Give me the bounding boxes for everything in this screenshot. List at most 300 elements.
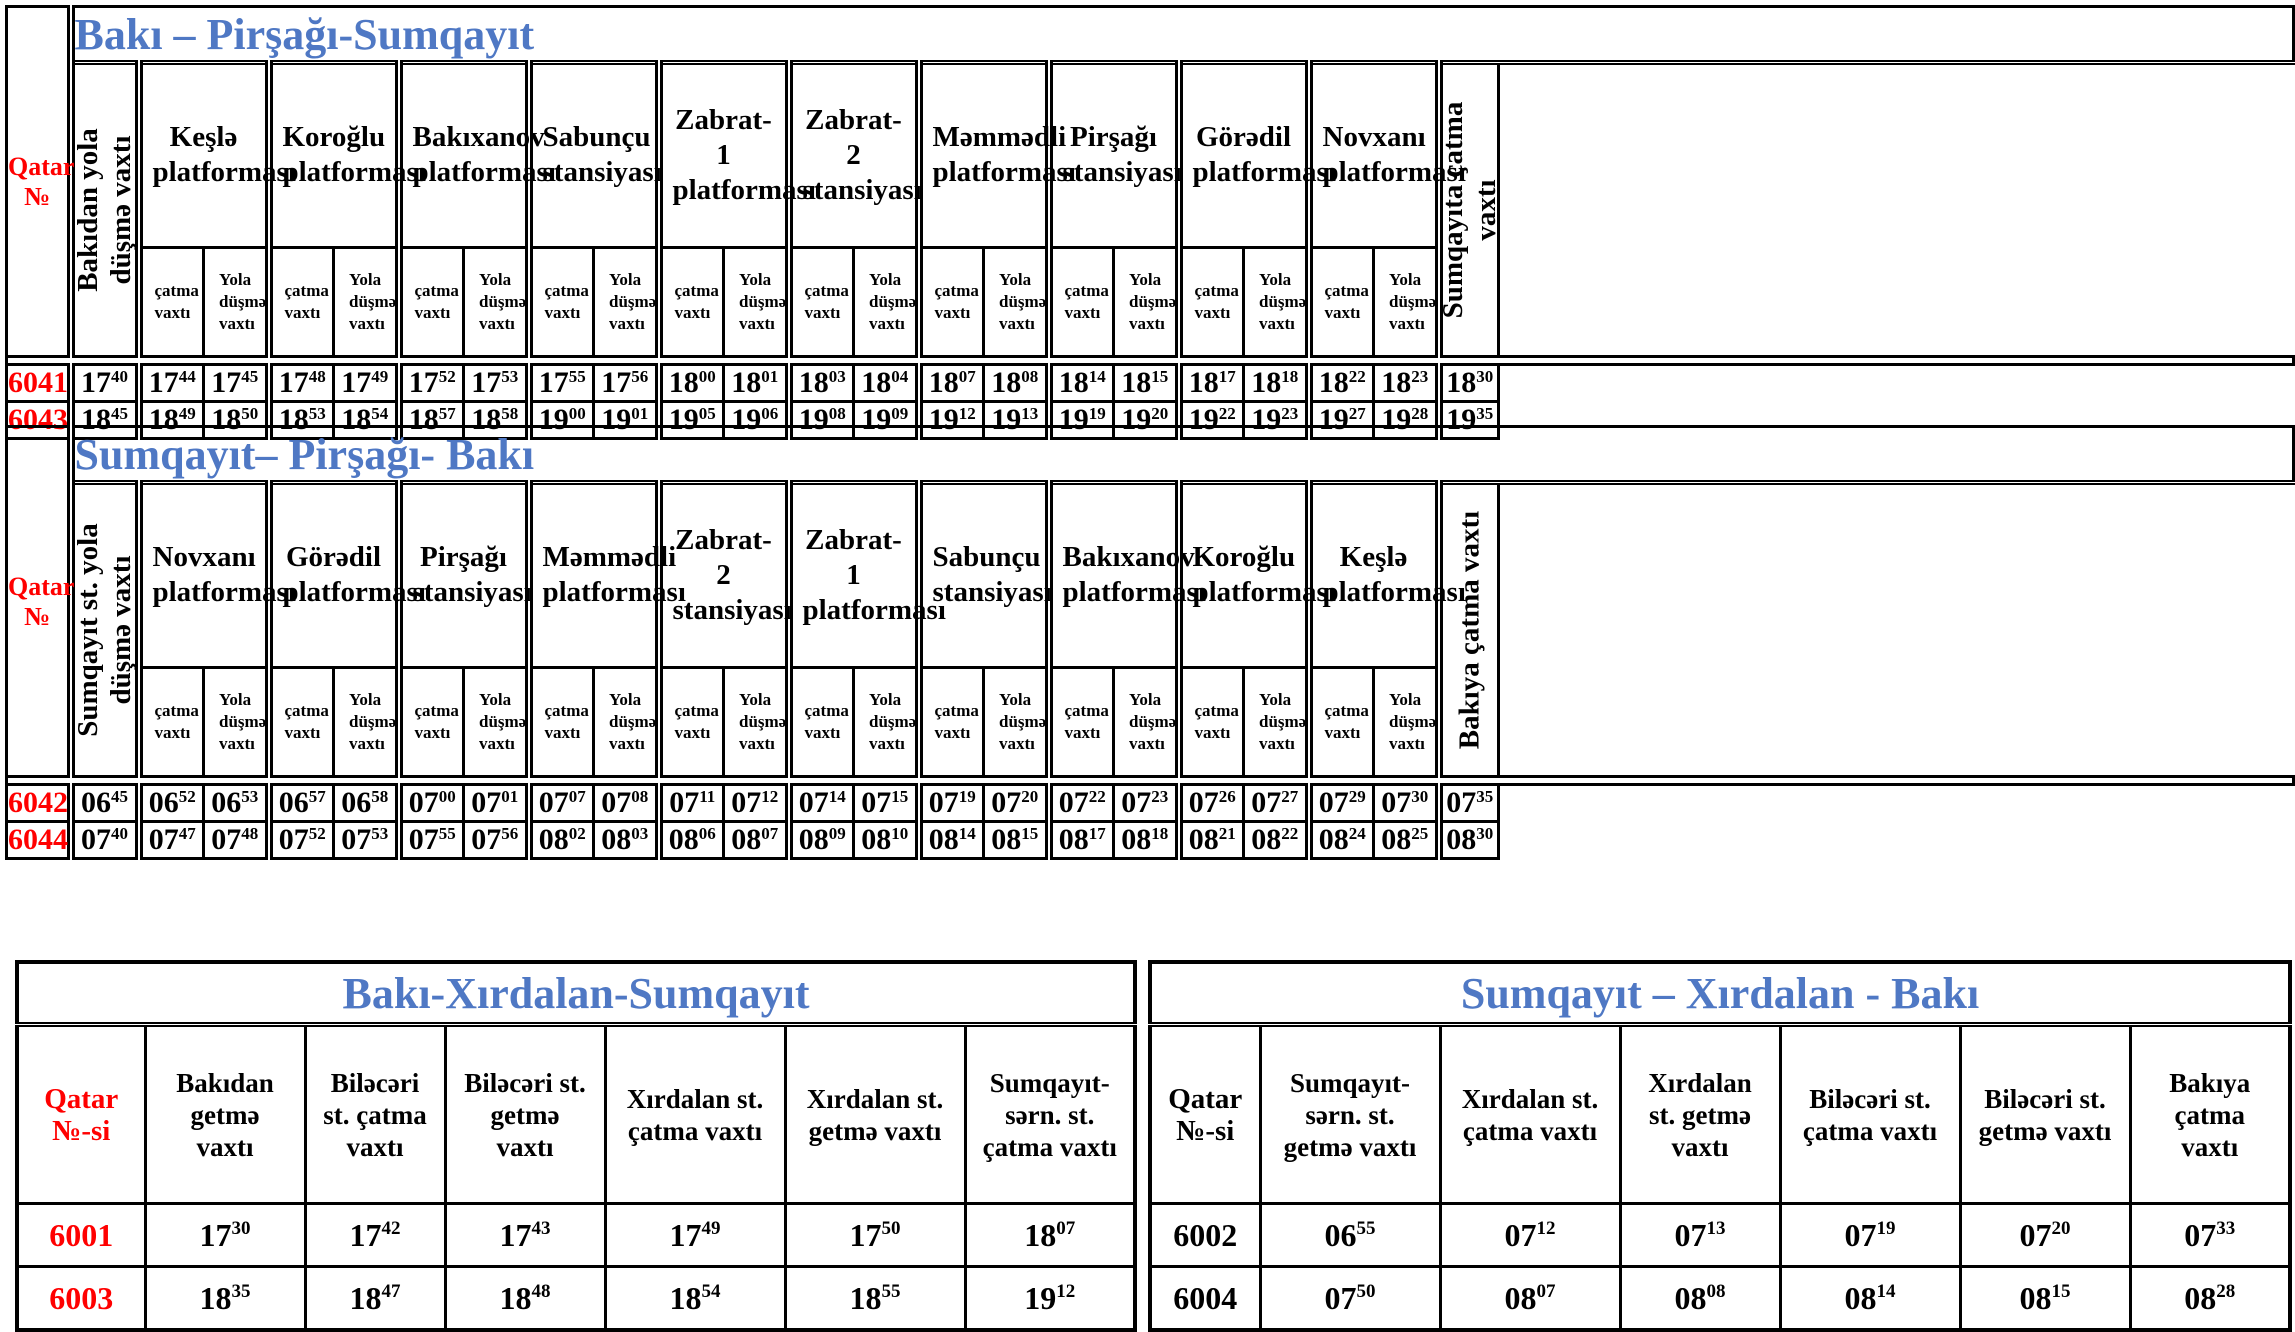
departure-time: [1374, 822, 1439, 859]
time-hours: 08: [731, 823, 762, 856]
time-hours: 07: [1251, 786, 1282, 819]
departure-subheader: Yola düşmə vaxtı: [1374, 247, 1439, 356]
time-hours: 19: [928, 403, 959, 436]
time-hours: 17: [499, 1216, 532, 1253]
start-time: [71, 822, 139, 859]
time-minutes: 53: [371, 824, 389, 843]
arrival-subheader: çatma vaxtı: [1049, 247, 1114, 356]
time-minutes: 13: [1021, 404, 1039, 423]
column-header: Bakıya çatma vaxtı: [2130, 1025, 2290, 1204]
time-minutes: 09: [828, 824, 846, 843]
arrival-time: [399, 822, 464, 859]
departure-time: [204, 785, 269, 822]
arrival-time: [659, 785, 724, 822]
time-cell: [1620, 1204, 1780, 1267]
arrival-subheader: çatma vaxtı: [659, 667, 724, 776]
arrival-subheader: çatma vaxtı: [399, 247, 464, 356]
time-minutes: 55: [1356, 1217, 1376, 1239]
time-cell: [2130, 1204, 2290, 1267]
arrival-time: [659, 365, 724, 402]
table-row: [7, 822, 2294, 859]
time-minutes: 48: [531, 1280, 551, 1302]
time-hours: 17: [278, 366, 309, 399]
time-hours: 07: [341, 823, 372, 856]
time-hours: 18: [731, 366, 762, 399]
time-cell: [445, 1204, 605, 1267]
arrival-time: [139, 365, 204, 402]
arrival-time: [1179, 822, 1244, 859]
time-minutes: 57: [308, 787, 326, 806]
station-header: Zabrat-2 stansiyası: [659, 483, 789, 668]
departure-subheader: Yola düşmə vaxtı: [594, 247, 659, 356]
departure-time: [1114, 822, 1179, 859]
time-hours: 18: [1121, 366, 1152, 399]
departure-time: [1374, 785, 1439, 822]
column-header: Biləcəri st. getmə vaxtı: [1960, 1025, 2130, 1204]
route-title: Sumqayıt – Xırdalan - Bakı: [1150, 962, 2290, 1025]
arrival-time: [789, 822, 854, 859]
arrival-subheader: çatma vaxtı: [139, 247, 204, 356]
time-hours: 17: [408, 366, 439, 399]
time-minutes: 53: [241, 787, 259, 806]
time-minutes: 12: [1056, 1280, 1076, 1302]
end-time: [1439, 822, 1499, 859]
time-minutes: 55: [438, 824, 456, 843]
time-minutes: 28: [1411, 404, 1429, 423]
arrival-time: [1049, 365, 1114, 402]
station-header: Novxanı platforması: [1309, 63, 1439, 248]
time-minutes: 13: [1706, 1217, 1726, 1239]
station-header: Pirşağı stansiyası: [1049, 63, 1179, 248]
departure-time: [334, 365, 399, 402]
departure-subheader: Yola düşmə vaxtı: [984, 667, 1049, 776]
departure-time: [464, 365, 529, 402]
time-hours: 18: [349, 1279, 382, 1316]
departure-time: [464, 822, 529, 859]
time-minutes: 22: [1218, 404, 1236, 423]
time-minutes: 06: [761, 404, 779, 423]
time-hours: 06: [341, 786, 372, 819]
time-hours: 07: [211, 823, 242, 856]
time-hours: 18: [211, 403, 242, 436]
time-hours: 08: [1188, 823, 1219, 856]
departure-column-label: Bakıdan yola düşmə vaxtı: [71, 128, 137, 292]
time-hours: 08: [991, 823, 1022, 856]
end-time: [1439, 365, 1499, 402]
station-header: Keşlə platforması: [1309, 483, 1439, 668]
time-cell: [445, 1267, 605, 1331]
arrival-subheader: çatma vaxtı: [1179, 667, 1244, 776]
time-hours: 18: [471, 403, 502, 436]
departure-subheader: Yola düşmə vaxtı: [594, 667, 659, 776]
time-hours: 18: [991, 366, 1022, 399]
departure-time: [724, 365, 789, 402]
time-minutes: 00: [568, 404, 586, 423]
departure-time: [724, 785, 789, 822]
arrival-time: [399, 365, 464, 402]
departure-time: [1244, 822, 1309, 859]
time-minutes: 28: [2216, 1280, 2236, 1302]
departure-time: [594, 365, 659, 402]
time-hours: 18: [928, 366, 959, 399]
departure-time: [1374, 365, 1439, 402]
column-header: Biləcəri st. çatma vaxtı: [1780, 1025, 1960, 1204]
time-hours: 08: [1058, 823, 1089, 856]
station-header: Zabrat-1 platforması: [789, 483, 919, 668]
arrival-time: [659, 822, 724, 859]
time-minutes: 19: [1088, 404, 1106, 423]
departure-time: [1244, 785, 1309, 822]
time-hours: 19: [601, 403, 632, 436]
departure-subheader: Yola düşmə vaxtı: [204, 247, 269, 356]
arrival-time: [529, 365, 594, 402]
time-minutes: 50: [241, 404, 259, 423]
time-hours: 07: [601, 786, 632, 819]
time-minutes: 21: [1218, 824, 1236, 843]
arrival-subheader: çatma vaxtı: [269, 247, 334, 356]
time-minutes: 08: [828, 404, 846, 423]
arrival-time: [529, 785, 594, 822]
column-header: Xırdalan st. getmə vaxtı: [1620, 1025, 1780, 1204]
time-minutes: 01: [631, 404, 649, 423]
time-cell: [1440, 1267, 1620, 1331]
time-hours: 06: [1324, 1216, 1357, 1253]
arrival-time: [399, 785, 464, 822]
time-hours: 19: [1381, 403, 1412, 436]
time-cell: [145, 1267, 305, 1331]
time-cell: [785, 1204, 965, 1267]
column-header: Biləcəri st. çatma vaxtı: [305, 1025, 445, 1204]
train-number: 6002: [1150, 1204, 1260, 1267]
time-minutes: 12: [1536, 1217, 1556, 1239]
time-hours: 18: [1058, 366, 1089, 399]
time-minutes: 53: [308, 404, 326, 423]
schedule-baki-pirsagi-sumqayit: [5, 5, 2295, 440]
time-hours: 07: [1188, 786, 1219, 819]
arrival-subheader: çatma vaxtı: [529, 247, 594, 356]
time-minutes: 48: [308, 367, 326, 386]
time-hours: 17: [211, 366, 242, 399]
time-minutes: 54: [701, 1280, 721, 1302]
time-hours: 07: [861, 786, 892, 819]
time-minutes: 17: [1088, 824, 1106, 843]
time-minutes: 15: [891, 787, 909, 806]
time-hours: 07: [928, 786, 959, 819]
arrival-time: [919, 785, 984, 822]
time-hours: 08: [1318, 823, 1349, 856]
departure-time: [854, 365, 919, 402]
time-hours: 19: [1058, 403, 1089, 436]
station-header: Bakıxanov platforması: [1049, 483, 1179, 668]
time-minutes: 58: [371, 787, 389, 806]
departure-column-header: [71, 483, 139, 777]
time-hours: 17: [81, 366, 111, 399]
departure-time: [984, 365, 1049, 402]
time-minutes: 10: [891, 824, 909, 843]
time-hours: 19: [1251, 403, 1282, 436]
station-header: Məmmədli platforması: [919, 63, 1049, 248]
arrival-time: [1309, 365, 1374, 402]
time-cell: [305, 1267, 445, 1331]
time-hours: 07: [1844, 1216, 1877, 1253]
time-minutes: 55: [881, 1280, 901, 1302]
departure-subheader: Yola düşmə vaxtı: [334, 247, 399, 356]
time-cell: [1440, 1204, 1620, 1267]
header-divider: [7, 777, 2294, 785]
time-minutes: 07: [761, 824, 779, 843]
time-minutes: 20: [1151, 404, 1169, 423]
time-minutes: 17: [1218, 367, 1236, 386]
time-hours: 19: [861, 403, 892, 436]
table-row: [17, 1267, 1135, 1331]
train-number-header: Qatar №-si: [17, 1025, 145, 1204]
time-minutes: 04: [891, 367, 909, 386]
column-header: Xırdalan st. getmə vaxtı: [785, 1025, 965, 1204]
time-minutes: 45: [241, 367, 259, 386]
departure-time: [204, 822, 269, 859]
table-row: [17, 1204, 1135, 1267]
arrival-time: [1309, 785, 1374, 822]
departure-time: [724, 822, 789, 859]
time-hours: 17: [601, 366, 632, 399]
time-minutes: 52: [308, 824, 326, 843]
time-minutes: 55: [568, 367, 586, 386]
time-minutes: 11: [699, 787, 716, 806]
time-minutes: 18: [1151, 824, 1169, 843]
time-hours: 17: [349, 1216, 382, 1253]
time-cell: [2130, 1267, 2290, 1331]
time-minutes: 03: [828, 367, 846, 386]
time-minutes: 35: [1476, 404, 1494, 423]
schedule-baki-xirdalan-sumqayit: [15, 960, 1133, 1332]
time-minutes: 23: [1151, 787, 1169, 806]
time-minutes: 14: [1876, 1280, 1896, 1302]
time-minutes: 14: [958, 824, 976, 843]
time-hours: 07: [1058, 786, 1089, 819]
arrival-time: [529, 822, 594, 859]
time-cell: [785, 1267, 965, 1331]
departure-subheader: Yola düşmə vaxtı: [1114, 667, 1179, 776]
arrival-time: [789, 365, 854, 402]
time-minutes: 33: [2216, 1217, 2236, 1239]
route-title: Bakı – Pirşağı-Sumqayıt: [71, 7, 2294, 63]
time-hours: 18: [341, 403, 372, 436]
time-hours: 17: [471, 366, 502, 399]
start-time: [71, 785, 139, 822]
arrival-time: [1049, 785, 1114, 822]
time-minutes: 45: [111, 404, 128, 423]
arrival-subheader: çatma vaxtı: [529, 667, 594, 776]
column-header: Xırdalan st. çatma vaxtı: [605, 1025, 785, 1204]
time-hours: 08: [928, 823, 959, 856]
time-minutes: 47: [178, 824, 196, 843]
arrival-subheader: çatma vaxtı: [269, 667, 334, 776]
time-hours: 19: [1446, 403, 1477, 436]
time-minutes: 58: [501, 404, 519, 423]
time-hours: 19: [1024, 1279, 1057, 1316]
time-minutes: 44: [178, 367, 196, 386]
arrival-column-label: Bakıya çatma vaxtı: [1453, 510, 1486, 750]
time-hours: 07: [471, 786, 502, 819]
train-number-header: Qatar №: [7, 7, 71, 357]
arrival-time: [1309, 822, 1374, 859]
time-hours: 08: [1446, 823, 1477, 856]
time-cell: [605, 1267, 785, 1331]
arrival-time: [1179, 365, 1244, 402]
time-minutes: 50: [881, 1217, 901, 1239]
arrival-subheader: çatma vaxtı: [399, 667, 464, 776]
time-hours: 17: [538, 366, 569, 399]
time-hours: 19: [1318, 403, 1349, 436]
time-minutes: 15: [2051, 1280, 2071, 1302]
train-number: 6043: [7, 402, 71, 439]
arrival-time: [919, 365, 984, 402]
time-hours: 07: [991, 786, 1022, 819]
time-hours: 07: [2019, 1216, 2052, 1253]
time-minutes: 01: [501, 787, 519, 806]
departure-subheader: Yola düşmə vaxtı: [854, 247, 919, 356]
train-number: 6001: [17, 1204, 145, 1267]
station-header: Sabunçu stansiyası: [919, 483, 1049, 668]
arrival-subheader: çatma vaxtı: [1309, 667, 1374, 776]
time-hours: 07: [1674, 1216, 1707, 1253]
time-minutes: 20: [1021, 787, 1039, 806]
departure-subheader: Yola düşmə vaxtı: [334, 667, 399, 776]
train-number-header: Qatar №: [7, 427, 71, 777]
time-minutes: 54: [371, 404, 389, 423]
time-hours: 07: [408, 786, 439, 819]
departure-time: [854, 785, 919, 822]
time-hours: 08: [2184, 1279, 2217, 1316]
time-minutes: 22: [1281, 824, 1299, 843]
station-header: Novxanı platforması: [139, 483, 269, 668]
time-hours: 19: [668, 403, 699, 436]
time-minutes: 14: [828, 787, 846, 806]
time-cell: [605, 1204, 785, 1267]
time-hours: 07: [408, 823, 439, 856]
schedule-sumqayit-xirdalan-baki: [1148, 960, 2288, 1332]
time-minutes: 12: [761, 787, 779, 806]
departure-time: [1244, 365, 1309, 402]
time-hours: 18: [408, 403, 439, 436]
time-minutes: 47: [381, 1280, 401, 1302]
time-minutes: 08: [1021, 367, 1039, 386]
route-title: Bakı-Xırdalan-Sumqayıt: [17, 962, 1135, 1025]
time-minutes: 49: [371, 367, 389, 386]
time-hours: 08: [601, 823, 632, 856]
arrival-time: [269, 822, 334, 859]
departure-column-header: [71, 63, 139, 357]
column-header: Sumqayıt-sərn. st. çatma vaxtı: [965, 1025, 1135, 1204]
time-minutes: 22: [1088, 787, 1106, 806]
time-hours: 18: [199, 1279, 232, 1316]
departure-column-label: Sumqayıt st. yola düşmə vaxtı: [71, 523, 137, 737]
arrival-subheader: çatma vaxtı: [789, 667, 854, 776]
time-hours: 18: [1188, 366, 1219, 399]
table-row: [7, 365, 2294, 402]
time-hours: 17: [849, 1216, 882, 1253]
departure-time: [464, 785, 529, 822]
train-number-header: Qatar №-si: [1150, 1025, 1260, 1204]
column-header: Sumqayıt-sərn. st. getmə vaxtı: [1260, 1025, 1440, 1204]
departure-time: [334, 822, 399, 859]
time-hours: 19: [1121, 403, 1152, 436]
time-hours: 18: [849, 1279, 882, 1316]
time-minutes: 05: [698, 404, 716, 423]
time-minutes: 07: [1536, 1280, 1556, 1302]
time-minutes: 23: [1281, 404, 1299, 423]
time-minutes: 56: [501, 824, 519, 843]
departure-time: [984, 822, 1049, 859]
time-hours: 18: [81, 403, 111, 436]
departure-subheader: Yola düşmə vaxtı: [464, 247, 529, 356]
time-minutes: 15: [1021, 824, 1039, 843]
time-minutes: 53: [501, 367, 519, 386]
time-hours: 06: [211, 786, 242, 819]
time-cell: [1960, 1267, 2130, 1331]
time-minutes: 03: [631, 824, 649, 843]
schedule-sumqayit-pirsagi-baki: [5, 425, 2295, 860]
time-minutes: 06: [698, 824, 716, 843]
time-cell: [145, 1204, 305, 1267]
arrival-subheader: çatma vaxtı: [1049, 667, 1114, 776]
time-cell: [965, 1267, 1135, 1331]
time-minutes: 48: [241, 824, 259, 843]
time-minutes: 30: [1411, 787, 1429, 806]
train-number: 6041: [7, 365, 71, 402]
train-number: 6042: [7, 785, 71, 822]
time-hours: 07: [1318, 786, 1349, 819]
time-hours: 18: [669, 1279, 702, 1316]
time-minutes: 52: [438, 367, 456, 386]
time-hours: 18: [278, 403, 309, 436]
time-hours: 07: [1324, 1279, 1357, 1316]
departure-subheader: Yola düşmə vaxtı: [464, 667, 529, 776]
time-hours: 07: [2184, 1216, 2217, 1253]
time-minutes: 27: [1348, 404, 1366, 423]
time-hours: 07: [148, 823, 179, 856]
time-minutes: 50: [1356, 1280, 1376, 1302]
departure-subheader: Yola düşmə vaxtı: [1244, 667, 1309, 776]
time-minutes: 20: [2051, 1217, 2071, 1239]
time-minutes: 43: [531, 1217, 551, 1239]
time-hours: 17: [341, 366, 372, 399]
arrival-subheader: çatma vaxtı: [789, 247, 854, 356]
time-minutes: 27: [1281, 787, 1299, 806]
arrival-column-label: Sumqayıta çatma vaxtı: [1436, 101, 1502, 319]
arrival-time: [1179, 785, 1244, 822]
table-row: [1150, 1204, 2290, 1267]
time-minutes: 42: [381, 1217, 401, 1239]
time-minutes: 29: [1348, 787, 1366, 806]
time-hours: 07: [1121, 786, 1152, 819]
time-hours: 08: [1844, 1279, 1877, 1316]
station-header: Pirşağı stansiyası: [399, 483, 529, 668]
time-minutes: 49: [178, 404, 196, 423]
station-header: Zabrat-1 platforması: [659, 63, 789, 248]
time-hours: 07: [471, 823, 502, 856]
time-hours: 18: [499, 1279, 532, 1316]
time-hours: 18: [861, 366, 892, 399]
timetable-2: [5, 425, 2295, 860]
time-hours: 18: [668, 366, 699, 399]
time-hours: 08: [1121, 823, 1152, 856]
arrival-subheader: çatma vaxtı: [139, 667, 204, 776]
time-minutes: 35: [231, 1280, 251, 1302]
time-hours: 19: [798, 403, 829, 436]
time-hours: 08: [1674, 1279, 1707, 1316]
departure-subheader: Yola düşmə vaxtı: [1114, 247, 1179, 356]
